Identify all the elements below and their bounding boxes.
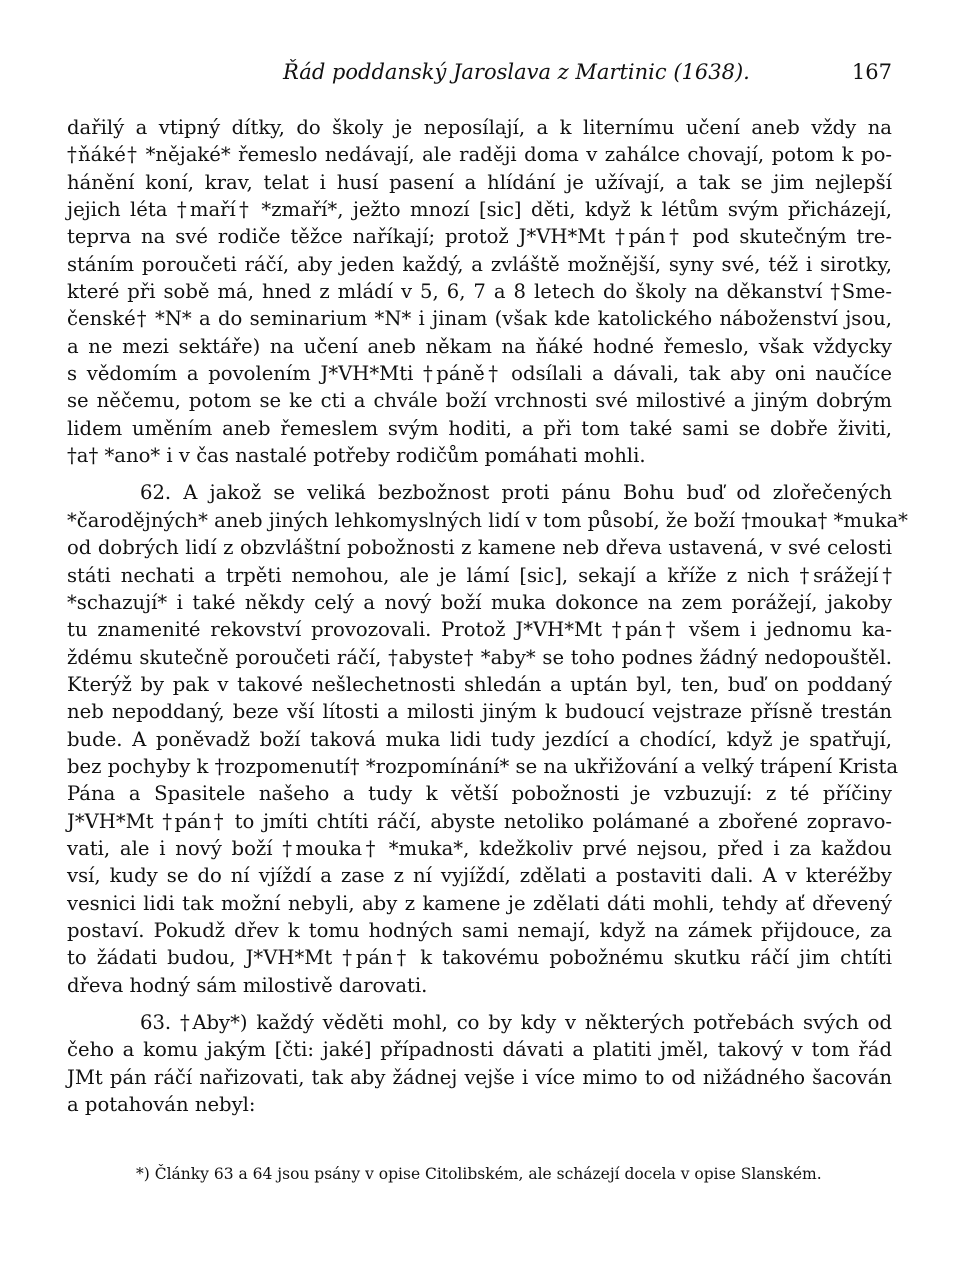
text-line: vesnici lidi tak možní nebyli, aby z kamene je zdělati dáti mohli, tehdy ať dřevený <box>67 891 892 915</box>
text-line: čenské† *N* a do seminarium *N* i jinam (však kde katolického náboženství jsou, <box>67 307 892 331</box>
text-line: stáním poroučeti ráčí, aby jeden každý, a zvláště možnější, syny své, též i sirotky, <box>67 252 892 276</box>
text-line: od dobrých lidí z obzvláštní pobožnosti z kamene neb dřeva ustavená, v své celosti <box>67 536 892 560</box>
text-line: JMt pán ráčí nařizovati, tak aby žádnej vejše i více mimo to od nižádného šacován <box>67 1065 892 1089</box>
text-line: vsí, kudy se do ní vjíždí a zase z ní vyjíždí, zdělati a postaviti dali. A v kteréžby <box>67 864 892 888</box>
text-line: s vědomím a povolením J*VH*Mti †páně† odsílali a dávali, tak aby oni naučíce <box>67 362 892 386</box>
paragraph-gap <box>67 999 892 1009</box>
footnote: *) Články 63 a 64 jsou psány v opise Citolibském, ale scházejí docela v opise Slanském. <box>136 1165 822 1183</box>
body-text <box>67 114 908 1118</box>
text-line: jejich léta †maří† *zmaří*, ježto mnozí [sic] děti, když k létům svým přicházejí, <box>67 198 892 222</box>
text-line: hánění koní, krav, telat i husí pasení a hlídání je užívají, a tak se jim nejlepší <box>67 170 892 194</box>
text-line: vati, ale i nový boží †mouka† *muka*, kdežkoliv prvé nejsou, před i za každou <box>67 836 892 860</box>
text-line: *čarodějných* aneb jiných lehkomyslných lidí v tom působí, že boží †mouka† *muka* <box>67 508 908 532</box>
paragraph-63 <box>67 1009 892 1118</box>
running-title: Řád poddanský Jaroslava z Martinic (1638). <box>283 60 750 84</box>
text-line: se něčemu, potom se ke cti a chvále boží vrchnosti své milostivé a jiným dobrým <box>67 389 892 413</box>
text-line: †a† *ano* i v čas nastalé potřeby rodičům pomáhati mohli. <box>67 444 646 468</box>
text-line: 63. †Aby*) každý věděti mohl, co by kdy v některých potřebách svých od <box>140 1011 892 1034</box>
text-line: J*VH*Mt †pán† to jmíti chtíti ráčí, abyste netoliko polámané a zbořené zopravo- <box>67 809 892 833</box>
paragraph-continuation <box>67 114 892 469</box>
page-header <box>67 60 892 92</box>
text-line: dařilý a vtipný dítky, do školy je neposílají, a k liternímu učení aneb vždy na <box>67 116 892 139</box>
text-line: *schazují* i také někdy celý a nový boží muka dokonce na zem porážejí, jakoby <box>67 590 892 614</box>
text-line: bez pochyby k †rozpomenutí† *rozpomínání* se na ukřižování a velký trápení Krista <box>67 754 899 778</box>
text-line: Kterýž by pak v takové nešlechetnosti shledán a uptán byl, ten, buď on poddaný <box>67 672 892 696</box>
text-line: 62. A jakož se veliká bezbožnost proti pánu Bohu buď od zlořečených <box>140 481 892 505</box>
text-line: to žádati budou, J*VH*Mt †pán† k takovému pobožnému skutku ráčí jim chtíti <box>67 946 892 970</box>
text-line: postaví. Pokudž dřev k tomu hodných sami nemají, když na zámek přijdouce, za <box>67 918 892 942</box>
text-line: čeho a komu jakým [čti: jaké] případnosti dávati a platiti jměl, takový v tom řád <box>67 1038 892 1062</box>
text-line: tu znamenité rekovství provozovali. Protož J*VH*Mt †pán† všem i jednomu ka- <box>67 618 892 642</box>
paragraph-62 <box>67 479 908 999</box>
text-line: †ňáké† *nějaké* řemeslo nedávají, ale raději doma v zahálce chovají, potom k po- <box>67 143 892 167</box>
text-line: teprva na své rodiče těžce naříkají; protož J*VH*Mt †pán† pod skutečným tre- <box>67 225 892 249</box>
text-line: Pána a Spasitele našeho a tudy k větší pobožnosti je vzbuzují: z té příčiny <box>67 782 892 806</box>
text-line: které při sobě má, hned z mládí v 5, 6, 7 a 8 letech do školy na děkanství †Sme- <box>67 280 892 304</box>
text-line: ždému skutečně poroučeti ráčí, †abyste† *aby* se toho podnes žádný nedopouštěl. <box>67 645 892 669</box>
paragraph-gap <box>67 469 892 479</box>
page-number: 167 <box>851 60 892 84</box>
text-line: dřeva hodný sám milostivě darovati. <box>67 973 428 997</box>
text-line: lidem uměním aneb řemeslem svým hoditi, a při tom také sami se dobře živiti, <box>67 416 892 440</box>
text-line: státi nechati a trpěti nemohou, ale je lámí [sic], sekají a kříže z nich †srážejí† <box>67 563 892 587</box>
text-line: a potahován nebyl: <box>67 1093 256 1117</box>
text-line: neb nepoddaný, beze vší lítosti a milosti jiným k budoucí vejstraze přísně trestán <box>67 700 892 724</box>
text-line: bude. A poněvadž boží taková muka lidi tudy jezdící a chodící, když je spatřují, <box>67 727 892 751</box>
text-line: a ne mezi sektáře) na učení aneb někam na ňáké hodné řemeslo, však vždycky <box>67 334 892 358</box>
